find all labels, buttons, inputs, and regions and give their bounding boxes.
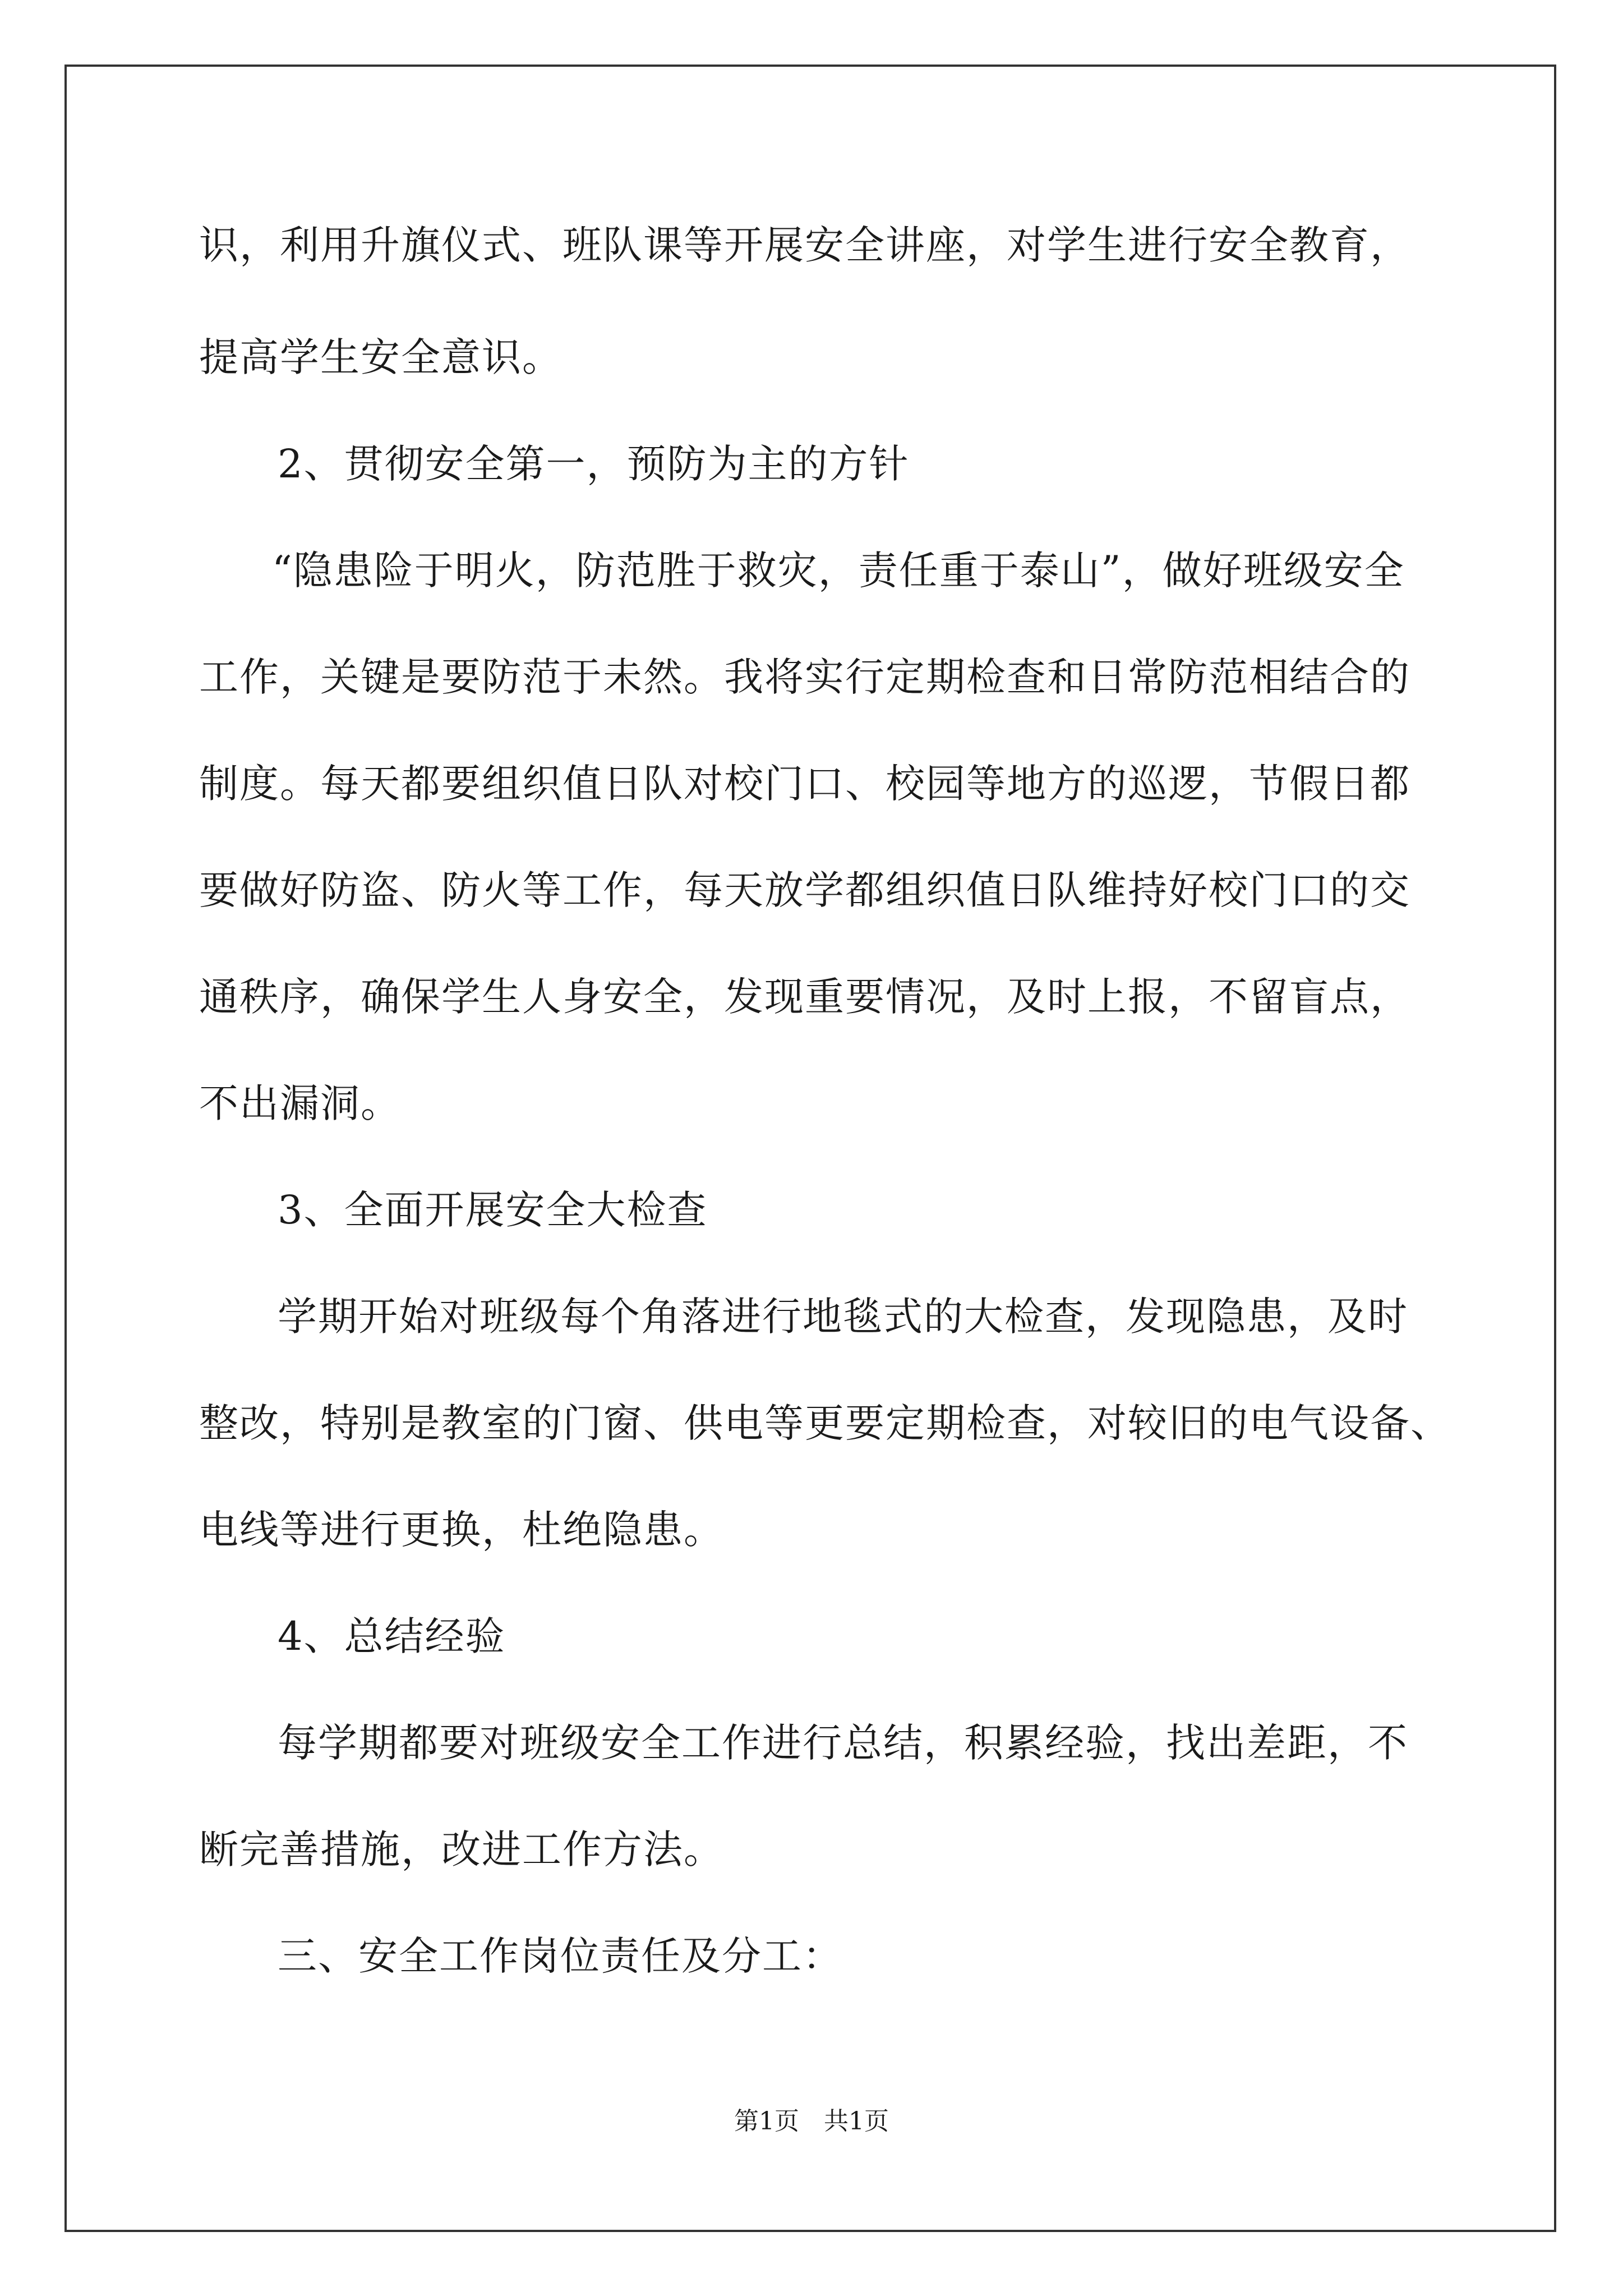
text-line: “隐患险于明火，防范胜于救灾，责任重于泰山”，做好班级安全 [272, 547, 1405, 593]
section-heading: 2、贯彻安全第一，预防为主的方针 [278, 441, 910, 487]
section-heading: 4、总结经验 [278, 1613, 506, 1659]
page-number-footer: 第1页 共1页 [734, 2107, 889, 2136]
text-line: 提高学生安全意识。 [199, 334, 562, 380]
text-line: 识，利用升旗仪式、班队课等开展安全讲座，对学生进行安全教育， [199, 222, 1410, 268]
text-line: 不出漏洞。 [199, 1080, 401, 1126]
section-heading: 3、全面开展安全大检查 [278, 1187, 708, 1233]
text-line: 通秩序，确保学生人身安全，发现重要情况，及时上报，不留盲点， [199, 974, 1410, 1020]
text-line: 制度。每天都要组织值日队对校门口、校园等地方的巡逻，节假日都 [199, 761, 1410, 807]
text-line: 电线等进行更换，杜绝隐患。 [199, 1507, 724, 1553]
text-line: 学期开始对班级每个角落进行地毯式的大检查，发现隐患，及时 [278, 1294, 1408, 1340]
text-line: 工作，关键是要防范于未然。我将实行定期检查和日常防范相结合的 [199, 654, 1410, 700]
page-border [64, 65, 1556, 2232]
text-line: 断完善措施，改进工作方法。 [199, 1826, 724, 1872]
text-line: 每学期都要对班级安全工作进行总结，积累经验，找出差距，不 [278, 1720, 1408, 1766]
section-heading: 三、安全工作岗位责任及分工： [278, 1933, 843, 1979]
text-line: 要做好防盗、防火等工作，每天放学都组织值日队维持好校门口的交 [199, 867, 1410, 913]
text-line: 整改，特别是教室的门窗、供电等更要定期检查，对较旧的电气设备、 [199, 1400, 1451, 1446]
